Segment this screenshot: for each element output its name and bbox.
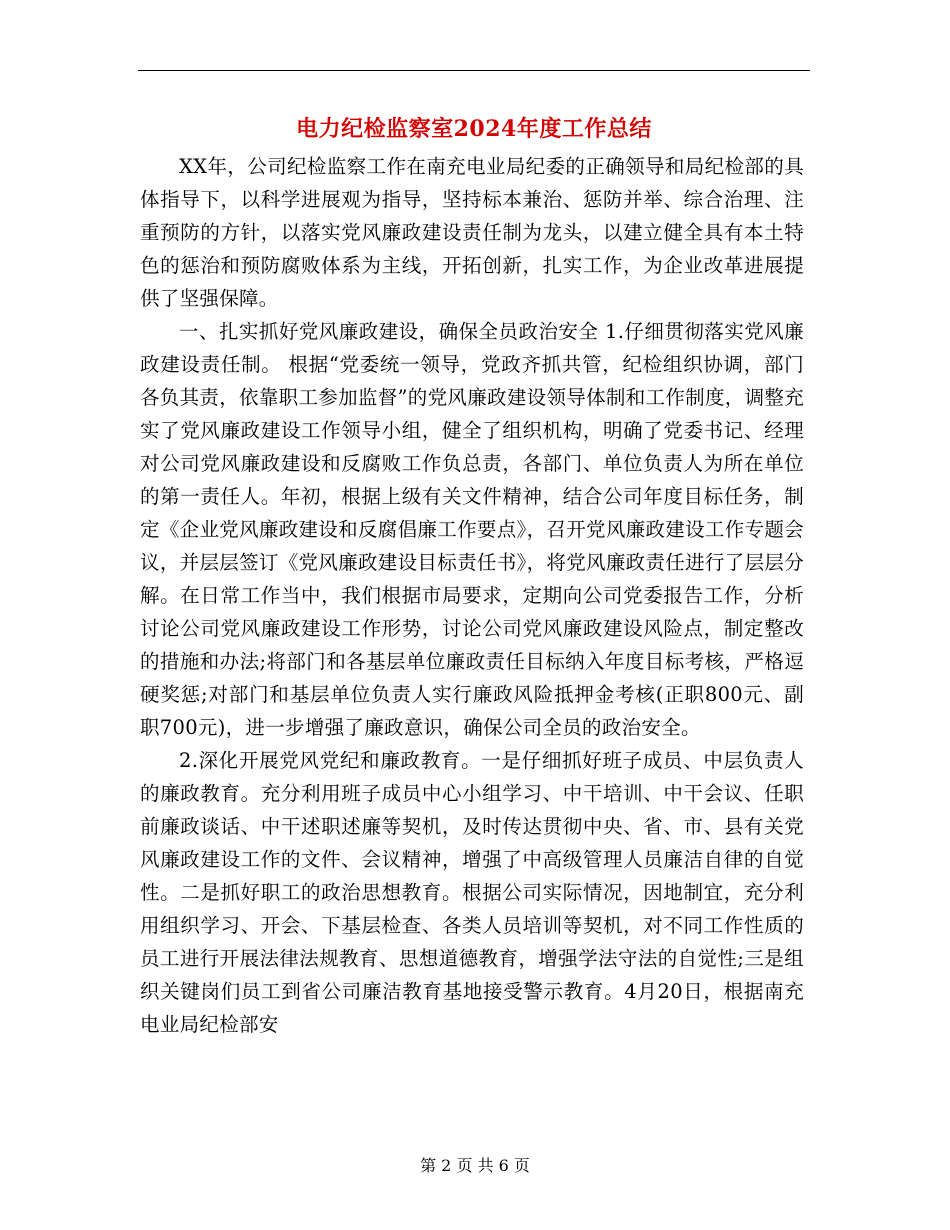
- document-title: 电力纪检监察室2024年度工作总结: [296, 116, 652, 142]
- page-number-footer: 第 2 页 共 6 页: [420, 1156, 530, 1175]
- paragraph-section-2: 2.深化开展党风党纪和廉政教育。一是仔细抓好班子成员、中层负责人的廉政教育。充分利用班子成员中心小组学习、中干培训、中干会议、任职前廉政谈话、中干述职述廉等契机，及时传达贯彻中央、省、市、县有关党风廉政建设工作的文件、会议精神，增强了中高级管理人员廉洁自律的自觉性。二是抓好职工的政治思想教育。根据公司实际情况，因地制宜，充分利用组织学习、开会、下基层检查、各类人员培训等契机，对不同工作性质的员工进行开展法律法规教育、思想道德教育，增强学法守法的自觉性;三是组织关键岗们员工到省公司廉洁教育基地接受警示教育。4月20日，根据南充电业局纪检部安: [140, 749, 804, 1036]
- document-body: [140, 150, 804, 1041]
- paragraph-section-1: 一、扎实抓好党风廉政建设，确保全员政治安全 1.仔细贯彻落实党风廉政建设责任制。 根据“党委统一领导，党政齐抓共管，纪检组织协调，部门各负其责，依靠职工参加监督”的党风廉政建设领导体制和工作制度，调整充实了党风廉政建设工作领导小组，健全了组织机构，明确了党委书记、经理对公司党风廉政建设和反腐败工作负总责，各部门、单位负责人为所在单位的第一责任人。年初，根据上级有关文件精神，结合公司年度目标任务，制定《企业党风廉政建设和反腐倡廉工作要点》，召开党风廉政建设工作专题会议，并层层签订《党风廉政建设目标责任书》，将党风廉政责任进行了层层分解。在日常工作当中，我们根据市局要求，定期向公司党委报告工作，分析讨论公司党风廉政建设工作形势，讨论公司党风廉政建设风险点，制定整改的措施和办法;将部门和各基层单位廉政责任目标纳入年度目标考核，严格逗硬奖惩;对部门和基层单位负责人实行廉政风险抵押金考核(正职800元、副职700元)，进一步增强了廉政意识，确保公司全员的政治安全。: [140, 320, 804, 739]
- header-rule: [138, 70, 810, 71]
- paragraph-intro: XX年，公司纪检监察工作在南充电业局纪委的正确领导和局纪检部的具体指导下，以科学进展观为指导，坚持标本兼治、惩防并举、综合治理、注重预防的方针，以落实党风廉政建设责任制为龙头，以建立健全具有本土特色的惩治和预防腐败体系为主线，开拓创新，扎实工作，为企业改革进展提供了坚强保障。: [140, 155, 804, 310]
